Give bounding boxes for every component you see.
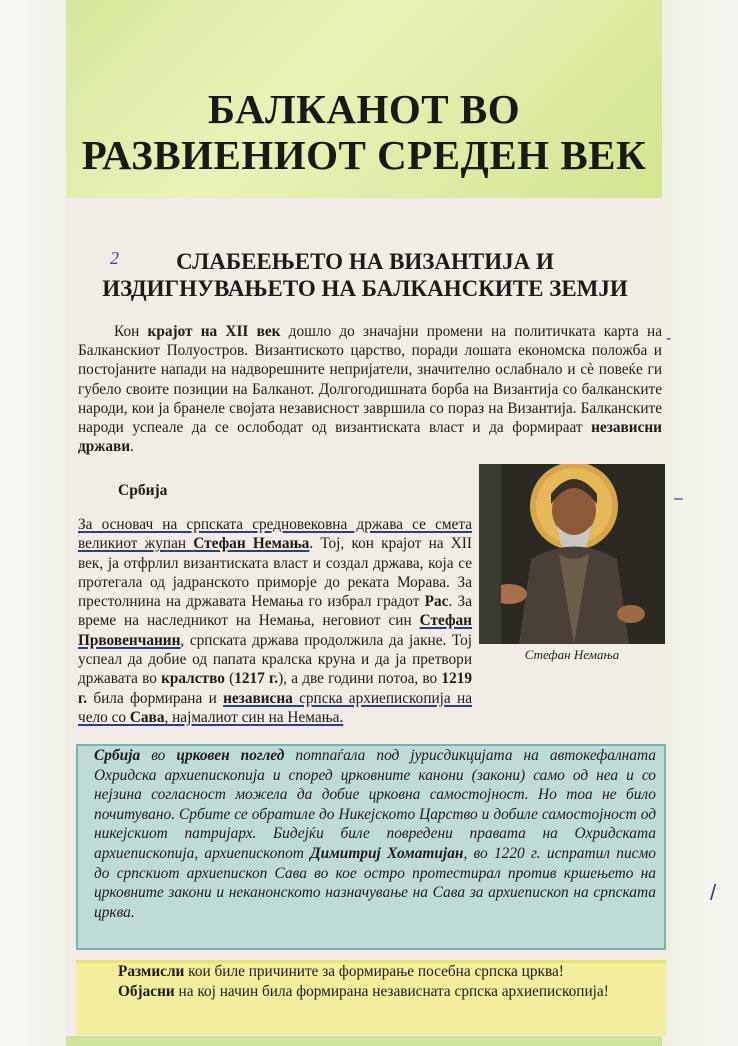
church-text-3: , во 1220 г. испратил писмо до српскиот архиепископ Сава во кое остро протестирал против кршењето на црковните закони и неканонското назначување на Сава за архиепископ на српската црква.	[94, 844, 656, 921]
intro-bold-1: крајот на XII век	[147, 323, 281, 340]
page-right-margin	[662, 0, 738, 1046]
church-bold-3: Димитриј Хоматијан	[310, 844, 464, 862]
stefan-nemanja-portrait	[479, 464, 665, 644]
serbia-bold-4: кралство	[161, 670, 225, 688]
chapter-title-line1: БАЛКАНОТ ВО	[207, 86, 521, 132]
serbia-text-1: За основач на српската средновековна држава се смета великиот жупан	[78, 516, 472, 553]
serbia-bold-1: Стефан Немања	[193, 535, 310, 553]
portrait-fresco-icon	[479, 464, 665, 644]
question-2	[96, 982, 651, 1002]
serbia-text-6: ), а две години потоа, во	[278, 670, 442, 688]
serbia-bold-7: независна	[223, 689, 293, 707]
dash-mark-icon: –	[674, 490, 683, 507]
intro-text-1: Кон	[114, 323, 148, 340]
question-1	[96, 962, 651, 982]
intro-paragraph	[78, 322, 662, 456]
pen-stroke-icon: /	[710, 880, 717, 905]
question-2-text: на кој начин била формирана независната српска архиепископија!	[174, 983, 609, 1000]
intro-text-3: .	[130, 438, 134, 456]
question-1-label: Размисли	[118, 963, 185, 980]
intro-text-2: дошло до значајни промени на политичката карта на Балканскиот Полуостров. Византиското царство, поради лошата економска положба и постојаните напади на надворешните непријатели, значително ослабнало и сѐ повеќе ги губело своите позиции на Балканот. Долгогодишната борба на Византија со балканските народи, кои ја бранеле својата независност завршила со пораз на Византија. Балканските народи успеале да се ослободат од византиската власт и да формираат	[78, 323, 662, 437]
serbia-text-2: . Тој, кон крајот на XII век, ја отфрлил византиската власт и создал држава, која се протегала од јадранското приморје до реката Морава. За престолнина на државата Немања го избрал градот	[78, 535, 472, 611]
church-text-2: потпаѓала под јурисдикцијата на автокефалната Охридска архиепископија и според црковните канони (закони) само од неа и со нејзина согласност можела да добие црковна самостојност. Но тоа не било почитувано. Србите се обратиле до Никејското Царство и добиле самостојност од никејскиот патријарх. Бидејќи биле повредени правата на Охридската архиепископија, архиепископот	[94, 747, 656, 862]
serbia-text-9: , најмалиот син на Немања.	[164, 708, 344, 726]
serbia-text-4: , српската држава продолжила да јакне. Тој успеал да добие од папата кралска круна и да ја претвори државата во	[78, 631, 472, 688]
chapter-title	[66, 0, 662, 178]
serbia-text-7: била формирана и	[87, 689, 224, 707]
serbia-bold-3: Стефан Првовенчанин	[78, 612, 472, 649]
section-heading-line1: СЛАБЕЕЊЕТО НА ВИЗАНТИЈА И	[176, 249, 554, 274]
section-heading-line2: ИЗДИГНУВАЊЕТО НА БАЛКАНСКИТЕ ЗЕМЈИ	[102, 276, 628, 301]
handwritten-margin-note: 2	[110, 248, 119, 268]
next-section-strip	[66, 1036, 662, 1046]
serbia-text-5: (	[224, 670, 235, 688]
serbia-bold-2: Рас	[424, 593, 449, 611]
serbia-bold-8: Сава	[129, 708, 165, 726]
serbia-heading: Србија	[118, 482, 168, 499]
serbia-text-3: . За време на наследникот на Немања, неговиот син	[78, 593, 472, 630]
serbia-paragraph	[78, 515, 472, 727]
serbia-text-8: српска архиепископија на чело со	[78, 689, 472, 726]
church-text-1: во	[140, 747, 177, 764]
portrait-caption: Стефан Немања	[524, 647, 620, 662]
dash-mark-icon: -	[666, 330, 672, 347]
intro-bold-2: независни држави	[78, 419, 662, 456]
section-heading	[80, 248, 650, 302]
page-left-margin	[0, 0, 66, 1046]
church-bold-1: Србија	[94, 747, 141, 764]
church-info-text	[94, 744, 656, 922]
question-2-label: Објасни	[118, 983, 175, 1000]
question-1-text: кои биле причините за формирање посебна српска црква!	[184, 963, 564, 980]
church-bold-2: црковен поглед	[176, 747, 285, 764]
serbia-bold-5: 1217 г.	[234, 670, 279, 688]
question-text	[96, 962, 651, 1002]
serbia-bold-6: 1219 г.	[78, 670, 473, 707]
chapter-title-line2: РАЗВИЕНИОТ СРЕДЕН ВЕК	[81, 132, 647, 178]
chapter-title-banner	[66, 0, 662, 198]
